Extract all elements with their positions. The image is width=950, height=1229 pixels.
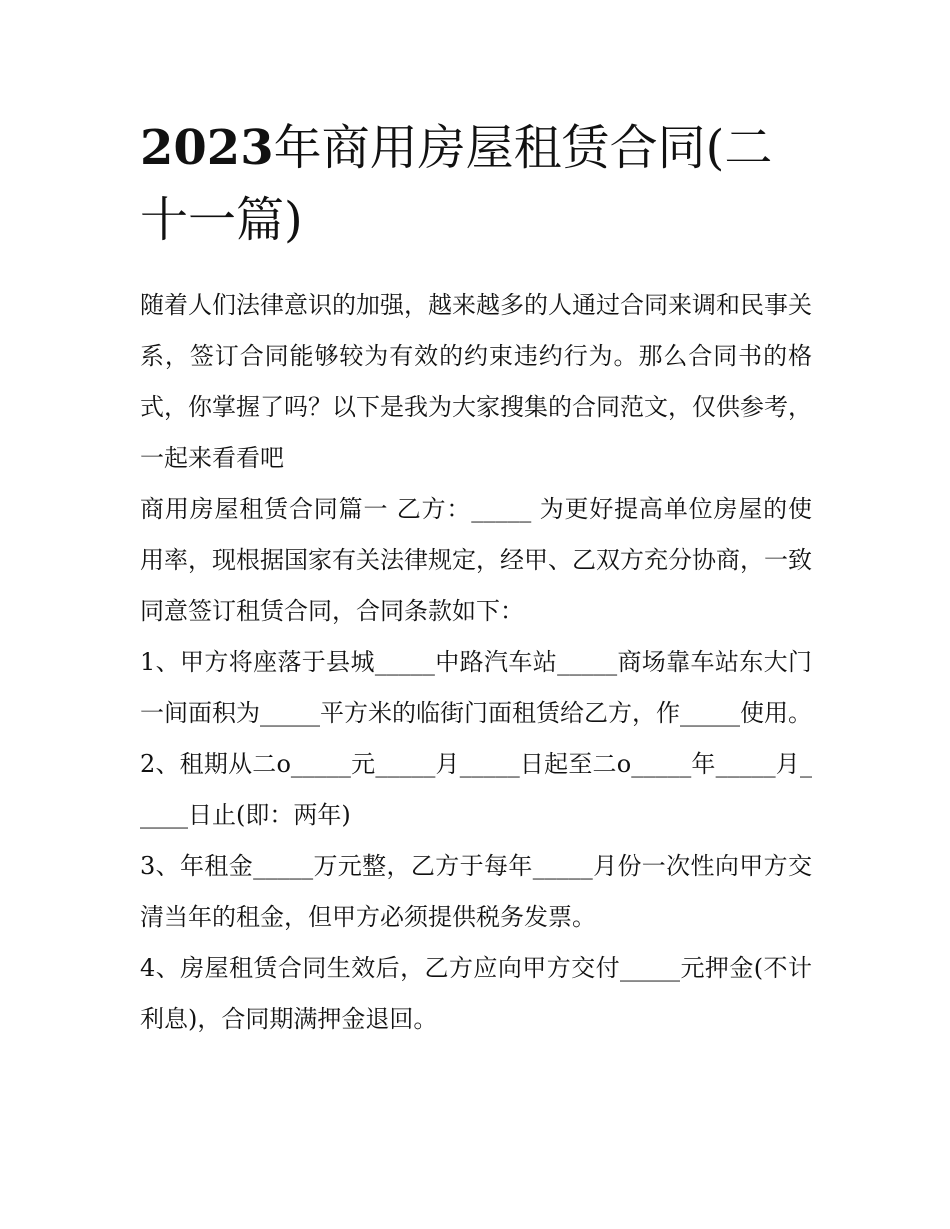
clause-4-paragraph: 4、房屋租赁合同生效后，乙方应向甲方交付_____元押金(不计利息)，合同期满押金退回。 [140,954,812,1033]
document-title [140,112,812,256]
clause-1-paragraph: 1、甲方将座落于县城_____中路汽车站_____商场靠车站东大门一间面积为_____平方米的临街门面租赁给乙方，作_____使用。 [140,648,812,727]
contract-preamble-paragraph: 商用房屋租赁合同篇一 乙方：_____ 为更好提高单位房屋的使用率，现根据国家有关法律规定，经甲、乙双方充分协商，一致同意签订租赁合同，合同条款如下： [140,495,812,625]
title-text: 年商用房屋租赁合同(二十一篇) [140,120,773,248]
clause-3-paragraph: 3、年租金_____万元整，乙方于每年_____月份一次性向甲方交清当年的租金，但甲方必须提供税务发票。 [140,852,812,931]
title-year: 2023 [140,120,274,176]
clause-2-paragraph: 2、租期从二o_____元_____月_____日起至二o_____年_____月_____日止(即：两年) [140,750,812,829]
document-body [140,280,812,1045]
document-page [140,112,812,1045]
intro-paragraph: 随着人们法律意识的加强，越来越多的人通过合同来调和民事关系，签订合同能够较为有效的约束违约行为。那么合同书的格式，你掌握了吗？以下是我为大家搜集的合同范文，仅供参考，一起来看看吧 [140,291,812,472]
